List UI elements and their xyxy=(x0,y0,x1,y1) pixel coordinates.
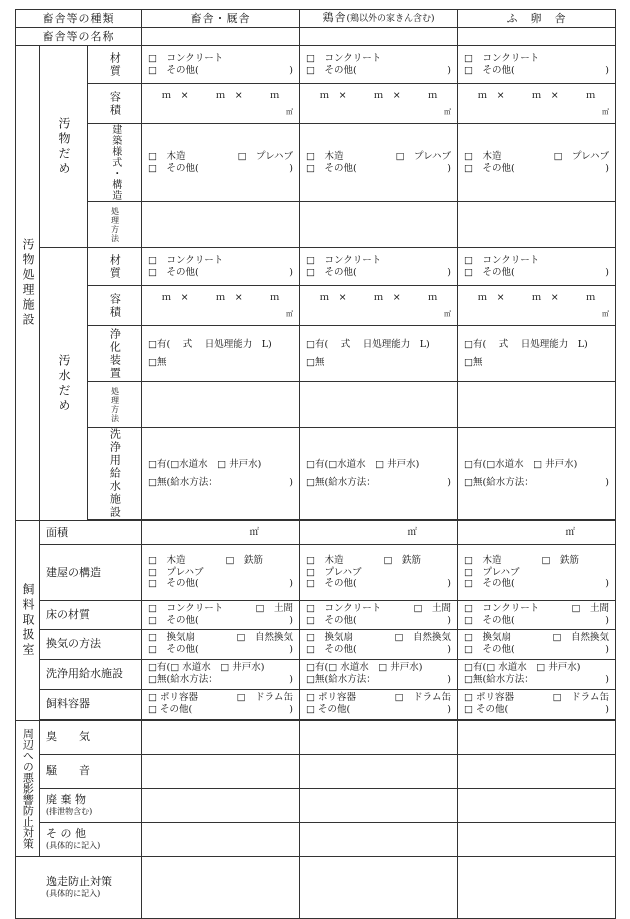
other-label: そ の 他 (具体的に記入) xyxy=(40,822,142,856)
material-label: 材質 xyxy=(88,46,142,84)
wash-cell[interactable]: □有(□ 水道水 □ 井戸水) □無(給水方法： ) xyxy=(300,659,458,689)
floor-label: 床の材質 xyxy=(40,601,142,630)
name-field[interactable] xyxy=(300,28,458,46)
capacity-cell[interactable]: ｍ × ｍ × ｍ ㎥ xyxy=(300,84,458,124)
area-cell[interactable]: ㎡ xyxy=(142,521,300,545)
material-cell[interactable]: □ コンクリート □ その他( ) xyxy=(300,248,458,286)
material-cell[interactable]: □ コンクリート □ その他( ) xyxy=(458,46,616,84)
col-poultry: 鶏舎(鶏以外の家きん含む) xyxy=(300,10,458,28)
washwater-cell[interactable]: □有(□水道水 □ 井戸水) □無(給水方法： ) xyxy=(300,428,458,520)
capacity-cell[interactable]: ｍ × ｍ × ｍ ㎥ xyxy=(458,84,616,124)
section-waste: 汚物処理施設 xyxy=(16,46,40,521)
noise-cell[interactable] xyxy=(458,754,616,788)
floor-cell[interactable]: □ コンクリート □ 土間 □ その他( ) xyxy=(458,601,616,630)
floor-cell[interactable]: □ コンクリート □ 土間 □ その他( ) xyxy=(300,601,458,630)
section-sludge: 汚物だめ xyxy=(40,46,88,248)
vent-cell[interactable]: □ 換気扇 □ 自然換気 □ その他( ) xyxy=(300,629,458,659)
purifier-cell[interactable]: □有( 式 日処理能力 L) □無 xyxy=(300,326,458,382)
refuse-cell[interactable] xyxy=(142,788,300,822)
feedbox-cell[interactable]: □ ポリ容器 □ ドラム缶 □ その他( ) xyxy=(142,689,300,719)
purifier-cell[interactable]: □有( 式 日処理能力 L) □無 xyxy=(142,326,300,382)
capacity-cell[interactable]: ｍ × ｍ × ｍ ㎥ xyxy=(142,286,300,326)
feedbox-cell[interactable]: □ ポリ容器 □ ドラム缶 □ その他( ) xyxy=(300,689,458,719)
method-cell[interactable] xyxy=(300,202,458,248)
area-label: 面積 xyxy=(40,521,142,545)
refuse-label: 廃 棄 物 (排泄物含む) xyxy=(40,788,142,822)
building-cell[interactable]: □ 木造 □ 鉄筋 □ プレハブ □ その他( ) xyxy=(458,545,616,601)
col-hatchery: ふ 卵 舎 xyxy=(458,10,616,28)
vent-label: 換気の方法 xyxy=(40,629,142,659)
name-label: 畜舎等の名称 xyxy=(16,28,142,46)
facility-form xyxy=(15,9,615,919)
vent-cell[interactable]: □ 換気扇 □ 自然換気 □ その他( ) xyxy=(142,629,300,659)
escape-label: 逸走防止対策 (具体的に記入) xyxy=(16,856,142,918)
area-cell[interactable]: ㎡ xyxy=(458,521,616,545)
wash-cell[interactable]: □有(□ 水道水 □ 井戸水) □無(給水方法： ) xyxy=(142,659,300,689)
escape-cell[interactable] xyxy=(300,856,458,918)
material-label: 材質 xyxy=(88,248,142,286)
method-cell[interactable] xyxy=(300,382,458,428)
smell-cell[interactable] xyxy=(458,720,616,754)
washwater-label: 洗浄用給水施設 xyxy=(88,428,142,520)
method-label: 処理方法 xyxy=(88,382,142,428)
structure-cell[interactable]: □ 木造 □ プレハブ □ その他( ) xyxy=(142,124,300,202)
escape-cell[interactable] xyxy=(142,856,300,918)
method-cell[interactable] xyxy=(458,382,616,428)
floor-cell[interactable]: □ コンクリート □ 土間 □ その他( ) xyxy=(142,601,300,630)
area-cell[interactable]: ㎡ xyxy=(300,521,458,545)
washwater-cell[interactable]: □有(□水道水 □ 井戸水) □無(給水方法： ) xyxy=(142,428,300,520)
building-label: 建屋の構造 xyxy=(40,545,142,601)
smell-cell[interactable] xyxy=(300,720,458,754)
method-cell[interactable] xyxy=(142,382,300,428)
washwater-cell[interactable]: □有(□水道水 □ 井戸水) □無(給水方法： ) xyxy=(458,428,616,520)
purifier-label: 浄化装置 xyxy=(88,326,142,382)
other-cell[interactable] xyxy=(300,822,458,856)
method-cell[interactable] xyxy=(458,202,616,248)
other-cell[interactable] xyxy=(458,822,616,856)
material-cell[interactable]: □ コンクリート □ その他( ) xyxy=(142,248,300,286)
wash-label: 洗浄用給水施設 xyxy=(40,659,142,689)
purifier-cell[interactable]: □有( 式 日処理能力 L) □無 xyxy=(458,326,616,382)
col-livestock: 畜舎・厩舎 xyxy=(142,10,300,28)
method-cell[interactable] xyxy=(142,202,300,248)
section-sewage: 汚水だめ xyxy=(40,248,88,521)
refuse-cell[interactable] xyxy=(300,788,458,822)
material-cell[interactable]: □ コンクリート □ その他( ) xyxy=(300,46,458,84)
type-label: 畜舎等の種類 xyxy=(16,10,142,28)
escape-cell[interactable] xyxy=(458,856,616,918)
wash-cell[interactable]: □有(□ 水道水 □ 井戸水) □無(給水方法： ) xyxy=(458,659,616,689)
capacity-label: 容積 xyxy=(88,84,142,124)
noise-label: 騒 音 xyxy=(40,754,142,788)
smell-cell[interactable] xyxy=(142,720,300,754)
capacity-cell[interactable]: ｍ × ｍ × ｍ ㎥ xyxy=(142,84,300,124)
structure-label: 建築様式・構造 xyxy=(88,124,142,202)
vent-cell[interactable]: □ 換気扇 □ 自然換気 □ その他( ) xyxy=(458,629,616,659)
capacity-label: 容積 xyxy=(88,286,142,326)
noise-cell[interactable] xyxy=(300,754,458,788)
other-cell[interactable] xyxy=(142,822,300,856)
refuse-cell[interactable] xyxy=(458,788,616,822)
structure-cell[interactable]: □ 木造 □ プレハブ □ その他( ) xyxy=(458,124,616,202)
name-field[interactable] xyxy=(142,28,300,46)
capacity-cell[interactable]: ｍ × ｍ × ｍ ㎥ xyxy=(458,286,616,326)
feedbox-label: 飼料容器 xyxy=(40,689,142,719)
material-cell[interactable]: □ コンクリート □ その他( ) xyxy=(458,248,616,286)
structure-cell[interactable]: □ 木造 □ プレハブ □ その他( ) xyxy=(300,124,458,202)
noise-cell[interactable] xyxy=(142,754,300,788)
name-field[interactable] xyxy=(458,28,616,46)
method-label: 処理方法 xyxy=(88,202,142,248)
section-feed: 飼料取扱室 xyxy=(16,521,40,721)
building-cell[interactable]: □ 木造 □ 鉄筋 □ プレハブ □ その他( ) xyxy=(142,545,300,601)
facility-table xyxy=(15,9,616,919)
building-cell[interactable]: □ 木造 □ 鉄筋 □ プレハブ □ その他( ) xyxy=(300,545,458,601)
smell-label: 臭 気 xyxy=(40,720,142,754)
feedbox-cell[interactable]: □ ポリ容器 □ ドラム缶 □ その他( ) xyxy=(458,689,616,719)
material-cell[interactable]: □ コンクリート □ その他( ) xyxy=(142,46,300,84)
capacity-cell[interactable]: ｍ × ｍ × ｍ ㎥ xyxy=(300,286,458,326)
section-nuisance: 周辺への悪影響防止対策 xyxy=(16,720,40,856)
